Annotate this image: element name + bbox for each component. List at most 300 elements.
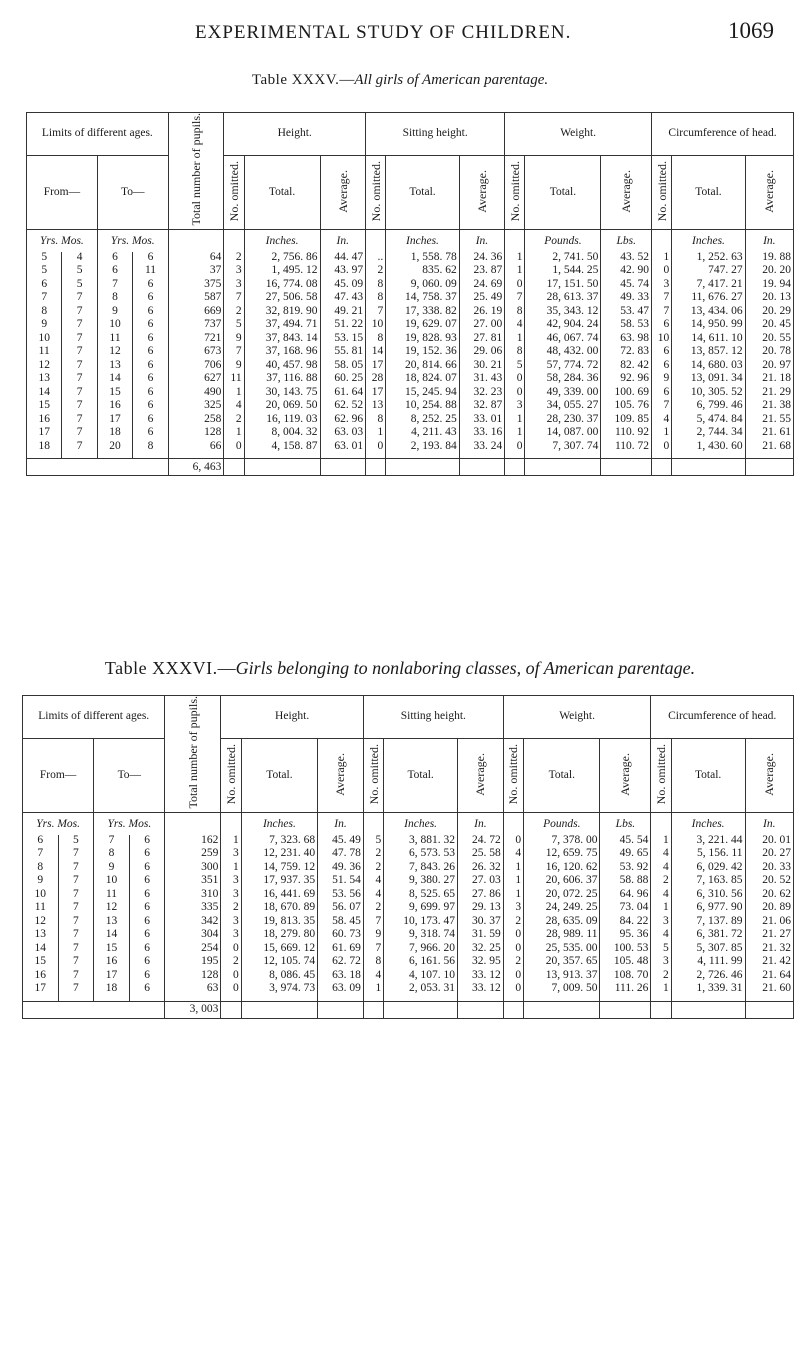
circ-average: 21. 61: [745, 427, 793, 441]
to-header: To—: [97, 156, 168, 230]
sitting-average: 29. 06: [459, 346, 505, 360]
to-months: 11: [133, 265, 168, 279]
height-omitted: 2: [221, 902, 241, 916]
height-omitted: 3: [221, 875, 241, 889]
sitting-avg-unit: In.: [458, 812, 504, 835]
circ-average: 21. 60: [745, 983, 793, 1001]
weight-average: 92. 96: [601, 373, 652, 387]
sitting-omitted: 17: [366, 387, 386, 401]
to-years: 10: [94, 875, 130, 889]
weight-total-unit: Pounds.: [524, 812, 600, 835]
circ-average: 21. 38: [745, 400, 793, 414]
height-total: 12, 105. 74: [241, 956, 317, 970]
circ-average: 20. 20: [745, 265, 793, 279]
weight-total: 46, 067. 74: [525, 333, 601, 347]
pupils-count: 254: [165, 943, 221, 957]
sitting-avg-unit: In.: [459, 229, 505, 252]
circ-omitted: 1: [651, 902, 671, 916]
sitting-average: 33. 12: [458, 970, 504, 984]
height-omitted: 2: [224, 414, 244, 428]
height-total: 16, 774. 08: [244, 279, 320, 293]
total-header: Total.: [671, 739, 745, 813]
weight-total: 1, 544. 25: [525, 265, 601, 279]
pupils-count: 375: [168, 279, 224, 293]
height-omitted: 3: [221, 929, 241, 943]
circ-total: 1, 252. 63: [672, 252, 745, 266]
height-total: 27, 506. 58: [244, 292, 320, 306]
circ-average: 20. 52: [745, 875, 793, 889]
sitting-total: 19, 152. 36: [386, 346, 459, 360]
sitting-total: 15, 245. 94: [386, 387, 459, 401]
weight-omitted: 8: [505, 306, 525, 320]
sitting-total: 19, 828. 93: [386, 333, 459, 347]
weight-omitted: 1: [503, 862, 523, 876]
pupils-count: 351: [165, 875, 221, 889]
sitting-average: 32. 23: [459, 387, 505, 401]
sitting-omitted: 28: [366, 373, 386, 387]
circ-average: 21. 06: [745, 916, 793, 930]
no-omitted-header-text: No. omitted.: [368, 160, 383, 222]
weight-total: 13, 913. 37: [524, 970, 600, 984]
sitting-omitted: 7: [363, 943, 383, 957]
weight-total: 20, 606. 37: [524, 875, 600, 889]
circ-total: 13, 857. 12: [672, 346, 745, 360]
weight-average: 109. 85: [601, 414, 652, 428]
circ-average: 20. 13: [745, 292, 793, 306]
sitting-omitted: 2: [363, 902, 383, 916]
sitting-omitted: 8: [366, 414, 386, 428]
omit-unit: [363, 812, 383, 835]
total-pupils-header-text: Total number of pupils.: [189, 113, 204, 226]
page-number: 1069: [728, 18, 774, 43]
to-years: 9: [97, 306, 132, 320]
sitting-omitted: 8: [366, 292, 386, 306]
table2-caption: Table XXXVI.—Girls belonging to nonlaboring classes, of American parentage.: [104, 658, 696, 678]
from-years: 10: [23, 889, 59, 903]
from-years: 9: [27, 319, 62, 333]
circ-omitted: 6: [652, 346, 672, 360]
omit-unit: [652, 229, 672, 252]
height-total: 18, 670. 89: [241, 902, 317, 916]
circ-total: 14, 611. 10: [672, 333, 745, 347]
weight-total: 58, 284. 36: [525, 373, 601, 387]
sitting-total: 9, 318. 74: [384, 929, 458, 943]
to-years: 11: [94, 889, 130, 903]
pupils-count: 37: [168, 265, 224, 279]
sitting-average: 27. 00: [459, 319, 505, 333]
from-years: 5: [27, 265, 62, 279]
circ-total: 14, 950. 99: [672, 319, 745, 333]
table-row: [27, 360, 794, 374]
sitting-average: 24. 36: [459, 252, 505, 266]
circ-average: 20. 33: [745, 862, 793, 876]
weight-total: 35, 343. 12: [525, 306, 601, 320]
height-average: 55. 81: [320, 346, 366, 360]
omit-unit: [651, 812, 671, 835]
to-months: 6: [133, 292, 168, 306]
circ-average: 21. 68: [745, 441, 793, 459]
pupils-count: 325: [168, 400, 224, 414]
to-years: 13: [94, 916, 130, 930]
height-average: 58. 45: [318, 916, 364, 930]
table-row: [27, 292, 794, 306]
total-row-blank: [224, 459, 244, 476]
to-years: 9: [94, 862, 130, 876]
from-months: 7: [62, 360, 97, 374]
from-months: 7: [62, 346, 97, 360]
height-omitted: 0: [221, 943, 241, 957]
from-years: 13: [23, 929, 59, 943]
weight-average: 108. 70: [600, 970, 651, 984]
to-months: 6: [129, 848, 165, 862]
omit-unit: [503, 812, 523, 835]
sitting-total: 1, 558. 78: [386, 252, 459, 266]
height-omitted: 3: [224, 279, 244, 293]
weight-total: 16, 120. 62: [524, 862, 600, 876]
table-row: [27, 387, 794, 401]
weight-average: 45. 54: [600, 835, 651, 849]
height-total: 1, 495. 12: [244, 265, 320, 279]
table-row: [27, 414, 794, 428]
weight-omitted: 0: [505, 373, 525, 387]
weight-average: 72. 83: [601, 346, 652, 360]
to-years: 11: [97, 333, 132, 347]
total-header: Total.: [524, 739, 600, 813]
height-omitted: 9: [224, 333, 244, 347]
limits-header: Limits of different ages.: [23, 696, 165, 739]
to-years: 15: [94, 943, 130, 957]
height-average: 60. 73: [318, 929, 364, 943]
pupils-count: 669: [168, 306, 224, 320]
weight-total: 24, 249. 25: [524, 902, 600, 916]
height-total: 18, 279. 80: [241, 929, 317, 943]
table-row: [27, 441, 794, 459]
table-row: [27, 400, 794, 414]
circ-omitted: 4: [651, 889, 671, 903]
from-unit: Yrs. Mos.: [27, 229, 98, 252]
to-years: 18: [97, 427, 132, 441]
from-months: 7: [58, 943, 94, 957]
from-months: 7: [62, 306, 97, 320]
height-total: 8, 004. 32: [244, 427, 320, 441]
from-years: 10: [27, 333, 62, 347]
circ-total: 5, 307. 85: [671, 943, 745, 957]
from-years: 16: [23, 970, 59, 984]
weight-omitted: 1: [505, 333, 525, 347]
sitting-omitted: 4: [363, 875, 383, 889]
pupils-count: 300: [165, 862, 221, 876]
table-row: [23, 929, 794, 943]
weight-average: 42. 90: [601, 265, 652, 279]
weight-average: 82. 42: [601, 360, 652, 374]
weight-omitted: 3: [503, 902, 523, 916]
weight-omitted: 5: [505, 360, 525, 374]
weight-total: 25, 535. 00: [524, 943, 600, 957]
height-average: 44. 47: [320, 252, 366, 266]
weight-avg-unit: Lbs.: [600, 812, 651, 835]
weight-average: 100. 53: [600, 943, 651, 957]
average-header-text: Average.: [618, 752, 633, 796]
sitting-omitted: 7: [363, 916, 383, 930]
total-row-blank: [524, 1001, 600, 1018]
to-years: 20: [97, 441, 132, 459]
from-months: 5: [62, 279, 97, 293]
height-avg-unit: In.: [320, 229, 366, 252]
pupils-unit: [168, 229, 224, 252]
table-row: [23, 943, 794, 957]
circ-total: 6, 310. 56: [671, 889, 745, 903]
circ-omitted: 0: [652, 441, 672, 459]
to-years: 10: [97, 319, 132, 333]
weight-avg-unit: Lbs.: [601, 229, 652, 252]
units-row: [23, 812, 794, 835]
sitting-average: 27. 86: [458, 889, 504, 903]
sitting-omitted: 8: [363, 956, 383, 970]
height-average: 49. 36: [318, 862, 364, 876]
average-header-text: Average.: [473, 752, 488, 796]
from-years: 16: [27, 414, 62, 428]
from-years: 14: [23, 943, 59, 957]
sitting-total: 3, 881. 32: [384, 835, 458, 849]
sitting-omitted: 8: [366, 279, 386, 293]
total-row-blank: [244, 459, 320, 476]
sitting-total: 835. 62: [386, 265, 459, 279]
from-months: 7: [58, 929, 94, 943]
sitting-total: 6, 573. 53: [384, 848, 458, 862]
circ-total: 4, 111. 99: [671, 956, 745, 970]
running-head: [0, 18, 800, 52]
circ-total: 11, 676. 27: [672, 292, 745, 306]
sitting-total: 7, 966. 20: [384, 943, 458, 957]
table2-title: Girls belonging to nonlaboring classes, of American parentage.: [235, 658, 696, 678]
weight-omitted: 1: [503, 875, 523, 889]
from-years: 5: [27, 252, 62, 266]
sitting-omitted: 13: [366, 400, 386, 414]
circumference-header: Circumference of head.: [651, 696, 794, 739]
from-months: 7: [62, 292, 97, 306]
to-months: 6: [129, 943, 165, 957]
height-omitted: 3: [221, 889, 241, 903]
table-row: [23, 862, 794, 876]
total-header: Total.: [672, 156, 745, 230]
sitting-omitted: 7: [366, 306, 386, 320]
weight-total: 7, 307. 74: [525, 441, 601, 459]
height-total: 37, 843. 14: [244, 333, 320, 347]
circ-omitted: 9: [652, 373, 672, 387]
table-row: [23, 889, 794, 903]
weight-total: 14, 087. 00: [525, 427, 601, 441]
to-months: 6: [129, 970, 165, 984]
height-avg-unit: In.: [318, 812, 364, 835]
circ-omitted: 4: [651, 848, 671, 862]
weight-average: 73. 04: [600, 902, 651, 916]
weight-total: 28, 230. 37: [525, 414, 601, 428]
sitting-omitted: 2: [363, 862, 383, 876]
height-omitted: 7: [224, 292, 244, 306]
sitting-omitted: 9: [363, 929, 383, 943]
height-total: 15, 669. 12: [241, 943, 317, 957]
height-total: 12, 231. 40: [241, 848, 317, 862]
from-months: 7: [58, 956, 94, 970]
weight-total: 28, 635. 09: [524, 916, 600, 930]
height-average: 47. 78: [318, 848, 364, 862]
height-omitted: 2: [221, 956, 241, 970]
circ-omitted: 4: [651, 929, 671, 943]
table-row: [27, 252, 794, 266]
weight-total: 20, 357. 65: [524, 956, 600, 970]
sitting-average: 32. 87: [459, 400, 505, 414]
weight-average: 58. 88: [600, 875, 651, 889]
circ-average: 21. 27: [745, 929, 793, 943]
circ-omitted: 6: [652, 360, 672, 374]
average-header-text: Average.: [474, 169, 489, 213]
total-header: Total.: [241, 739, 317, 813]
circ-total: 7, 417. 21: [672, 279, 745, 293]
weight-omitted: 1: [505, 427, 525, 441]
weight-omitted: 0: [505, 387, 525, 401]
height-average: 58. 05: [320, 360, 366, 374]
circ-omitted: 7: [652, 306, 672, 320]
to-years: 12: [94, 902, 130, 916]
height-total: 37, 168. 96: [244, 346, 320, 360]
to-unit: Yrs. Mos.: [97, 229, 168, 252]
table-row: [23, 848, 794, 862]
pupils-count: 721: [168, 333, 224, 347]
weight-omitted: 0: [503, 983, 523, 1001]
average-header: [458, 739, 504, 813]
sitting-omitted: 4: [363, 889, 383, 903]
sitting-average: 31. 59: [458, 929, 504, 943]
to-years: 6: [97, 265, 132, 279]
height-omitted: 9: [224, 360, 244, 374]
average-header: [745, 156, 793, 230]
circ-total: 6, 029. 42: [671, 862, 745, 876]
height-total: 30, 143. 75: [244, 387, 320, 401]
from-months: 7: [58, 916, 94, 930]
circ-average: 20. 27: [745, 848, 793, 862]
circ-omitted: 6: [652, 387, 672, 401]
circ-total: 14, 680. 03: [672, 360, 745, 374]
circ-total: 6, 381. 72: [671, 929, 745, 943]
circ-total: 6, 977. 90: [671, 902, 745, 916]
sitting-omitted: 5: [363, 835, 383, 849]
from-months: 7: [58, 889, 94, 903]
height-total: 20, 069. 50: [244, 400, 320, 414]
no-omitted-header: [224, 156, 244, 230]
sitting-average: 23. 87: [459, 265, 505, 279]
circ-average: 19. 94: [745, 279, 793, 293]
limits-header: Limits of different ages.: [27, 113, 169, 156]
height-header: Height.: [221, 696, 363, 739]
to-years: 16: [97, 400, 132, 414]
circ-omitted: 3: [651, 956, 671, 970]
average-header-text: Average.: [335, 169, 350, 213]
to-months: 6: [133, 306, 168, 320]
table-row: [23, 916, 794, 930]
height-total: 7, 323. 68: [241, 835, 317, 849]
circ-total: 747. 27: [672, 265, 745, 279]
circ-omitted: 1: [651, 835, 671, 849]
circ-avg-unit: In.: [745, 229, 793, 252]
average-header: [745, 739, 793, 813]
weight-average: 49. 65: [600, 848, 651, 862]
height-average: 56. 07: [318, 902, 364, 916]
sitting-omitted: 1: [366, 427, 386, 441]
total-row-label: [27, 459, 169, 476]
omit-unit: [224, 229, 244, 252]
from-months: 7: [62, 400, 97, 414]
height-omitted: 1: [221, 862, 241, 876]
to-years: 7: [94, 835, 130, 849]
total-row-blank: [652, 459, 672, 476]
circ-total: 7, 163. 85: [671, 875, 745, 889]
total-row-blank: [386, 459, 459, 476]
weight-omitted: 1: [503, 889, 523, 903]
total-row-blank: [503, 1001, 523, 1018]
no-omitted-header: [503, 739, 523, 813]
weight-omitted: 1: [505, 252, 525, 266]
weight-average: 111. 26: [600, 983, 651, 1001]
weight-average: 64. 96: [600, 889, 651, 903]
pupils-count: 310: [165, 889, 221, 903]
to-months: 6: [129, 835, 165, 849]
to-unit: Yrs. Mos.: [94, 812, 165, 835]
sitting-omitted: 2: [366, 265, 386, 279]
from-months: 7: [58, 875, 94, 889]
total-header: Total.: [384, 739, 458, 813]
table-row: [23, 983, 794, 1001]
circ-avg-unit: In.: [745, 812, 793, 835]
to-months: 8: [133, 441, 168, 459]
pupils-unit: [165, 812, 221, 835]
height-total: 4, 158. 87: [244, 441, 320, 459]
height-omitted: 3: [224, 265, 244, 279]
sitting-total: 14, 758. 37: [386, 292, 459, 306]
circ-total: 1, 430. 60: [672, 441, 745, 459]
weight-omitted: 2: [503, 916, 523, 930]
pupils-count: 342: [165, 916, 221, 930]
table-row: [27, 427, 794, 441]
no-omitted-header: [505, 156, 525, 230]
sitting-average: 24. 69: [459, 279, 505, 293]
no-omitted-header-text: No. omitted.: [226, 160, 241, 222]
to-months: 6: [129, 983, 165, 1001]
sitting-average: 32. 25: [458, 943, 504, 957]
sitting-average: 30. 37: [458, 916, 504, 930]
height-average: 63. 09: [318, 983, 364, 1001]
circ-average: 20. 29: [745, 306, 793, 320]
sitting-total: 9, 060. 09: [386, 279, 459, 293]
sitting-average: 26. 19: [459, 306, 505, 320]
circ-average: 21. 32: [745, 943, 793, 957]
pupils-count: 63: [165, 983, 221, 1001]
average-header: [459, 156, 505, 230]
to-months: 6: [133, 360, 168, 374]
omit-unit: [505, 229, 525, 252]
weight-total: 17, 151. 50: [525, 279, 601, 293]
to-years: 14: [94, 929, 130, 943]
height-omitted: 3: [221, 848, 241, 862]
sitting-total: 17, 338. 82: [386, 306, 459, 320]
from-months: 7: [62, 333, 97, 347]
pupils-count: 737: [168, 319, 224, 333]
total-row: [23, 1001, 794, 1018]
weight-average: 110. 92: [601, 427, 652, 441]
total-row-blank: [459, 459, 505, 476]
circ-omitted: 6: [652, 319, 672, 333]
total-pupils-header: [168, 113, 224, 230]
weight-average: 84. 22: [600, 916, 651, 930]
